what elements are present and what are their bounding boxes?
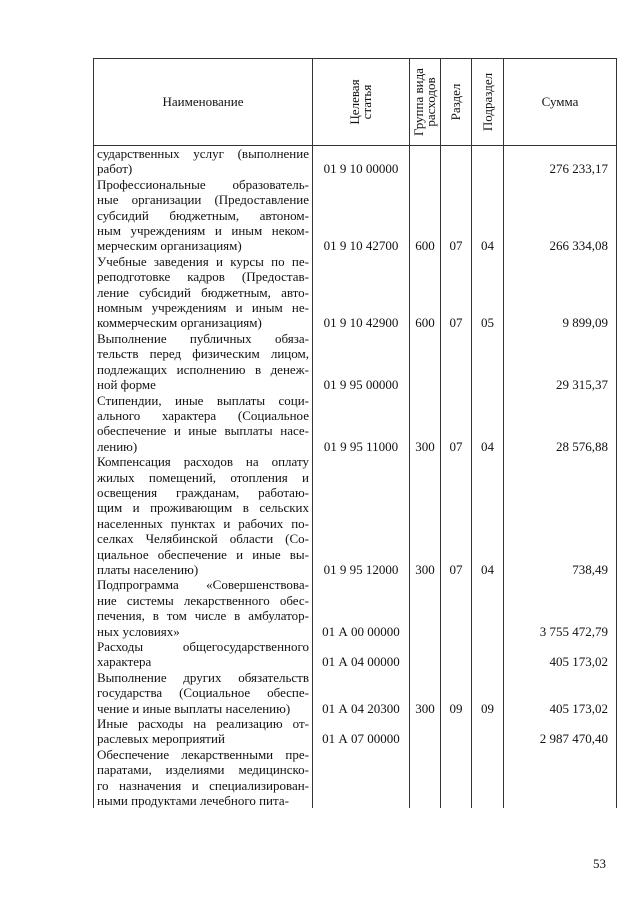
row-subsection: 04 xyxy=(472,454,504,577)
row-group xyxy=(410,577,441,639)
header-name: Наименование xyxy=(94,59,313,146)
row-name-line: сударственных услуг (выполнение xyxy=(97,146,309,161)
row-sum: 405 173,02 xyxy=(504,670,617,716)
row-sum: 276 233,17 xyxy=(504,146,617,177)
table-row xyxy=(94,577,617,639)
row-name-line: освещения гражданам, работаю- xyxy=(97,484,309,500)
row-subsection: 05 xyxy=(472,254,504,331)
row-name-line: субсидий бюджетным, автоном- xyxy=(97,207,309,223)
row-name xyxy=(94,331,313,393)
row-name-line: реподготовке кадров (Предостав- xyxy=(97,269,309,285)
row-name-line: обеспечение и иные выплаты насе- xyxy=(97,423,309,439)
row-group xyxy=(410,747,441,809)
row-name-line: паратами, изделиями медицинско- xyxy=(97,762,309,778)
row-name-line: населенных пунктах и рабочих по- xyxy=(97,515,309,531)
row-name-line: Подпрограмма «Совершенствова- xyxy=(97,577,309,593)
row-name-line: мерческим организациям) xyxy=(97,238,242,254)
row-subsection: 04 xyxy=(472,393,504,455)
row-group: 600 xyxy=(410,254,441,331)
row-sum: 3 755 472,79 xyxy=(504,577,617,639)
table-row xyxy=(94,177,617,254)
table-row xyxy=(94,670,617,716)
row-article: 01 А 04 20300 xyxy=(313,670,410,716)
row-name xyxy=(94,639,313,670)
row-name xyxy=(94,577,313,639)
row-name xyxy=(94,393,313,455)
row-sum: 405 173,02 xyxy=(504,639,617,670)
row-group xyxy=(410,146,441,177)
row-name-line: Расходы общегосударственного xyxy=(97,639,309,654)
table-header xyxy=(94,59,617,146)
row-name-line: государства (Социальное обеспе- xyxy=(97,685,309,701)
row-subsection xyxy=(472,747,504,809)
row-name-line: раслевых мероприятий xyxy=(97,731,225,747)
row-sum: 28 576,88 xyxy=(504,393,617,455)
row-article: 01 А 07 00000 xyxy=(313,716,410,747)
row-name xyxy=(94,454,313,577)
row-article: 01 9 95 12000 xyxy=(313,454,410,577)
row-sum: 266 334,08 xyxy=(504,177,617,254)
row-subsection xyxy=(472,639,504,670)
row-group: 600 xyxy=(410,177,441,254)
row-name-line: чение и иные выплаты населению) xyxy=(97,700,291,716)
row-section: 09 xyxy=(441,670,472,716)
row-name-line: жилых помещений, отопления и xyxy=(97,469,309,485)
row-group xyxy=(410,716,441,747)
row-name-line: Компенсация расходов на оплату xyxy=(97,454,309,470)
row-subsection: 09 xyxy=(472,670,504,716)
row-name xyxy=(94,177,313,254)
row-group: 300 xyxy=(410,454,441,577)
table-row xyxy=(94,393,617,455)
row-name-line: характера xyxy=(97,654,152,670)
row-name-line: Профессиональные образователь- xyxy=(97,176,309,192)
row-name-line: Обеспечение лекарственными пре- xyxy=(97,746,309,762)
budget-table xyxy=(93,58,617,808)
table-row xyxy=(94,639,617,670)
row-name-line: номным учреждениям и иным не- xyxy=(97,300,309,316)
row-sum xyxy=(504,747,617,809)
row-name-line: лению) xyxy=(97,438,138,454)
row-article: 01 9 95 00000 xyxy=(313,331,410,393)
row-name-line: работ) xyxy=(97,161,133,177)
row-sum: 29 315,37 xyxy=(504,331,617,393)
row-group: 300 xyxy=(410,393,441,455)
row-name-line: печения, в том числе в амбулатор- xyxy=(97,608,309,624)
row-name-line: Выполнение публичных обяза- xyxy=(97,330,309,346)
row-section: 07 xyxy=(441,454,472,577)
row-name-line: циальное обеспечение и иные вы- xyxy=(97,546,309,562)
row-name-line: ные организации (Предоставление xyxy=(97,192,309,208)
row-name-line: подлежащих исполнению в денеж- xyxy=(97,361,309,377)
row-article: 01 А 04 00000 xyxy=(313,639,410,670)
row-subsection xyxy=(472,146,504,177)
row-name xyxy=(94,670,313,716)
header-section: Раздел xyxy=(441,59,472,146)
row-name-line: го назначения и специализирован- xyxy=(97,777,309,793)
row-sum: 738,49 xyxy=(504,454,617,577)
row-name xyxy=(94,146,313,177)
row-name-line: платы населению) xyxy=(97,561,199,577)
row-section xyxy=(441,146,472,177)
header-article: Целевая статья xyxy=(313,59,410,146)
page-number: 53 xyxy=(593,856,606,871)
row-sum: 9 899,09 xyxy=(504,254,617,331)
row-name-line: ным учреждениям и иным неком- xyxy=(97,223,309,239)
row-name-line: ной форме xyxy=(97,377,156,393)
row-name-line: коммерческим организациям) xyxy=(97,315,262,331)
row-name-line: ние системы лекарственного обес- xyxy=(97,592,309,608)
row-name xyxy=(94,254,313,331)
row-name-line: Учебные заведения и курсы по пе- xyxy=(97,253,309,269)
row-article: 01 9 95 11000 xyxy=(313,393,410,455)
row-sum: 2 987 470,40 xyxy=(504,716,617,747)
row-article xyxy=(313,747,410,809)
table-body xyxy=(94,146,617,809)
row-article: 01 9 10 42700 xyxy=(313,177,410,254)
table-row xyxy=(94,716,617,747)
table-row xyxy=(94,254,617,331)
row-section xyxy=(441,639,472,670)
row-section xyxy=(441,747,472,809)
row-section: 07 xyxy=(441,393,472,455)
table-row xyxy=(94,454,617,577)
row-subsection xyxy=(472,331,504,393)
table-row xyxy=(94,331,617,393)
header-subsection: Подраздел xyxy=(472,59,504,146)
row-group: 300 xyxy=(410,670,441,716)
row-name-line: Иные расходы на реализацию от- xyxy=(97,716,309,732)
row-section: 07 xyxy=(441,177,472,254)
row-article: 01 9 10 42900 xyxy=(313,254,410,331)
row-subsection xyxy=(472,716,504,747)
row-subsection xyxy=(472,577,504,639)
row-section xyxy=(441,331,472,393)
row-article: 01 А 00 00000 xyxy=(313,577,410,639)
row-group xyxy=(410,639,441,670)
row-group xyxy=(410,331,441,393)
row-name-line: ление субсидий бюджетным, авто- xyxy=(97,284,309,300)
header-sum: Сумма xyxy=(504,59,617,146)
row-section xyxy=(441,716,472,747)
row-name-line: ными продуктами лечебного пита- xyxy=(97,793,289,809)
row-name-line: Выполнение других обязательств xyxy=(97,669,309,685)
row-name-line: щим и проживающим в сельских xyxy=(97,500,309,516)
row-name xyxy=(94,716,313,747)
row-name-line: ального характера (Социальное xyxy=(97,407,309,423)
row-name-line: селках Челябинской области (Со- xyxy=(97,531,309,547)
row-name-line: Стипендии, иные выплаты соци- xyxy=(97,392,309,408)
row-section: 07 xyxy=(441,254,472,331)
row-name-line: ных условиях» xyxy=(97,623,180,639)
row-article: 01 9 10 00000 xyxy=(313,146,410,177)
row-section xyxy=(441,577,472,639)
row-name-line: тельств перед физическим лицом, xyxy=(97,346,309,362)
row-name xyxy=(94,747,313,809)
table-row xyxy=(94,146,617,177)
table-row xyxy=(94,747,617,809)
row-subsection: 04 xyxy=(472,177,504,254)
header-group: Группа вида расходов xyxy=(410,59,441,146)
